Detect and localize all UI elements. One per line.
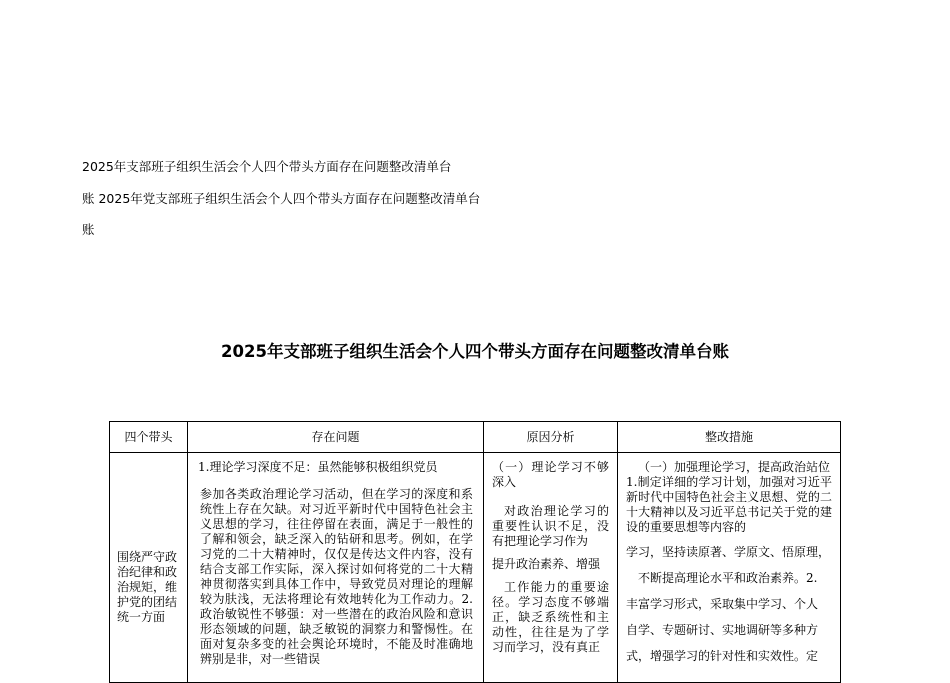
problem-cell [188,453,484,683]
intro-line-1: 2025年支部班子组织生活会个人四个带头方面存在问题整改清单台 [82,159,452,174]
intro-line-2: 账 2025年党支部班子组织生活会个人四个带头方面存在问题整改清单台 [82,191,481,206]
cause-text-2: 提升政治素养、增强 [492,557,601,571]
header-problems: 存在问题 [188,422,484,453]
rectification-table [109,421,841,683]
cause-text-3: 工作能力的重要途径。学习态度不够端正，缺乏系统性和主动性，往往是为了学习而学习，没有真正 [492,580,609,654]
measure-heading: （一）加强理论学习，提高政治站位 [638,460,831,474]
cause-heading: （一）理论学习不够深入 [492,460,609,489]
document-title: 2025年支部班子组织生活会个人四个带头方面存在问题整改清单台账 [221,342,729,361]
header-causes: 原因分析 [484,422,618,453]
measure-cell [618,453,841,683]
measure-text-4: 丰富学习形式，采取集中学习、个人 [626,597,819,611]
header-four-leads: 四个带头 [110,422,188,453]
header-measures: 整改措施 [618,422,841,453]
cause-cell [484,453,618,683]
problem-heading: 1.理论学习深度不足：虽然能够积极组织党员 [198,460,438,474]
measure-text-5: 自学、专题研讨、实地调研等多种方 [626,623,819,637]
area-cell [110,453,188,683]
measure-text-6: 式，增强学习的针对性和实效性。定 [626,649,819,663]
table-header-row [110,422,841,453]
problem-body: 参加各类政治理论学习活动，但在学习的深度和系统性上存在欠缺。对习近平新时代中国特色社会主义思想的学习，往往停留在表面，满足于一般性的了解和领会，缺乏深入的钻研和思考。例如，在学习党的二十大精神时，仅仅是传达文件内容，没有结合支部工作实际，深入探讨如何将党的二十大精神贯彻落实到具体工作中，导致党员对理论的理解较为肤浅，无法将理论有效地转化为工作动力。2.政治敏锐性不够强：对一些潜在的政治风险和意识形态领域的问题，缺乏敏锐的洞察力和警惕性。在面对复杂多变的社会舆论环境时，不能及时准确地辨别是非，对一些错误 [200,487,473,666]
table-row [110,453,841,683]
measure-text-1: 1.制定详细的学习计划，加强对习近平新时代中国特色社会主义思想、党的二十大精神以及习近平总书记关于党的建设的重要思想等内容的 [626,475,832,534]
measure-text-2: 学习，坚持读原著、学原文、悟原理， [626,545,831,559]
cause-text-1: 对政治理论学习的重要性认识不足，没有把理论学习作为 [492,504,609,548]
area-text: 围绕严守政治纪律和政治规矩，维护党的团结统一方面 [117,550,178,624]
intro-line-3: 账 [82,222,95,237]
measure-text-3: 不断提高理论水平和政治素养。2. [638,571,818,585]
